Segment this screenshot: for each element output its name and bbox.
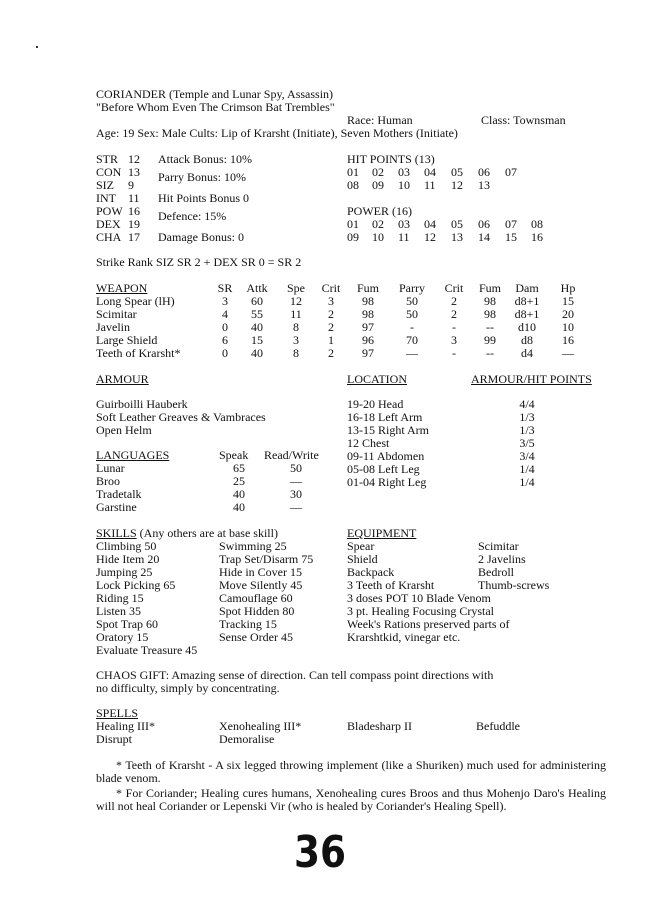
weapon-cell: 97 [362, 346, 374, 360]
power-point-box: 02 [372, 217, 384, 231]
armour-item: Soft Leather Greaves & Vambraces [96, 410, 266, 424]
weapon-cell: d4 [521, 346, 533, 360]
stat-value: 16 [128, 204, 140, 218]
equipment-item: 3 Teeth of Krarsht [347, 578, 435, 592]
attack-bonus: Attack Bonus: 10% [158, 152, 252, 166]
stat-value: 11 [128, 191, 140, 205]
weapon-column-header: SR [217, 281, 233, 295]
weapon-cell: 70 [406, 333, 418, 347]
equipment-item: Spear [347, 539, 375, 553]
weapon-cell: 2 [328, 346, 334, 360]
equipment-item: Scimitar [478, 539, 519, 553]
stat-label: CHA [96, 230, 122, 244]
weapon-cell: 40 [251, 320, 263, 334]
race: Race: Human [347, 113, 413, 127]
weapon-cell: 4 [222, 307, 228, 321]
hit-point-box: 03 [398, 165, 410, 179]
hit-location: 05-08 Left Leg [347, 462, 420, 476]
language-read-write: 50 [290, 461, 302, 475]
skill: Move Silently 45 [219, 578, 303, 592]
power-title: POWER (16) [347, 204, 412, 218]
weapon-column-header: Crit [321, 281, 341, 295]
weapon-column-header: Attk [246, 281, 268, 295]
hit-point-box: 02 [372, 165, 384, 179]
weapon-cell: 98 [362, 294, 374, 308]
armour-item: Open Helm [96, 423, 152, 437]
armour-hit-points-value: 1/3 [519, 410, 535, 424]
weapon-cell: 3 [451, 333, 457, 347]
spell: Xenohealing III* [219, 719, 302, 733]
stat-value: 12 [128, 152, 140, 166]
weapon-cell: d8+1 [514, 294, 540, 308]
languages-title: LANGUAGES [96, 448, 170, 462]
equipment-item: Shield [347, 552, 378, 566]
language-speak: 40 [233, 487, 245, 501]
power-point-box: 16 [531, 230, 543, 244]
power-point-box: 10 [372, 230, 384, 244]
character-motto: "Before Whom Even The Crimson Bat Trembles" [96, 100, 335, 114]
weapon-cell: 3 [328, 294, 334, 308]
stray-mark [36, 46, 38, 48]
equipment-item: Backpack [347, 565, 395, 579]
weapon-column-header: WEAPON [96, 281, 148, 295]
hit-point-box: 11 [424, 178, 436, 192]
weapon-cell: 15 [251, 333, 263, 347]
weapon-cell: 50 [406, 294, 418, 308]
chaos-gift-line: no difficulty, simply by concentrating. [96, 681, 280, 695]
power-point-box: 03 [398, 217, 410, 231]
hit-location: 01-04 Right Leg [347, 475, 427, 489]
weapon-cell: 96 [362, 333, 374, 347]
character-name-line: CORIANDER (Temple and Lunar Spy, Assassin) [96, 87, 334, 101]
class: Class: Townsman [481, 113, 566, 127]
hit-points-title: HIT POINTS (13) [347, 152, 435, 166]
hit-location: 19-20 Head [347, 397, 404, 411]
stat-label: POW [96, 204, 123, 218]
weapon-cell: 12 [290, 294, 302, 308]
stat-label: CON [96, 165, 122, 179]
armour-hit-points-value: 3/5 [519, 436, 535, 450]
equipment-item: 3 doses POT 10 Blade Venom [347, 591, 491, 605]
power-point-box: 15 [505, 230, 517, 244]
language-read-write: 30 [290, 487, 302, 501]
weapon-cell: 2 [451, 307, 457, 321]
weapon-cell: 3 [222, 294, 228, 308]
spells-title: SPELLS [96, 706, 139, 720]
stat-label: STR [96, 152, 119, 166]
hit-point-box: 01 [347, 165, 359, 179]
weapon-cell: 99 [484, 333, 496, 347]
weapon-name: Javelin [96, 320, 130, 334]
weapon-cell: — [562, 346, 574, 360]
hit-location: 12 Chest [347, 436, 390, 450]
weapon-cell: 55 [251, 307, 263, 321]
hit-location: 13-15 Right Arm [347, 423, 430, 437]
weapon-cell: 40 [251, 346, 263, 360]
skill: Sense Order 45 [219, 630, 293, 644]
power-point-box: 14 [478, 230, 490, 244]
weapon-cell: 15 [562, 294, 574, 308]
skill: Jumping 25 [96, 565, 153, 579]
weapon-cell: 2 [328, 307, 334, 321]
skill: Lock Picking 65 [96, 578, 176, 592]
armour-item: Guirboilli Hauberk [96, 397, 188, 411]
skill: Oratory 15 [96, 630, 149, 644]
language-name: Lunar [96, 461, 125, 475]
power-point-box: 05 [451, 217, 463, 231]
page-number: 36 [294, 827, 347, 878]
weapon-cell: 2 [451, 294, 457, 308]
weapon-cell: - [452, 320, 456, 334]
armour-hit-points-value: 4/4 [519, 397, 535, 411]
power-point-box: 13 [451, 230, 463, 244]
skill: Climbing 50 [96, 539, 157, 553]
chaos-gift-line: CHAOS GIFT: Amazing sense of direction. Can tell compass point directions with [96, 668, 494, 682]
weapon-column-header: Fum [478, 281, 502, 295]
weapon-cell: 2 [328, 320, 334, 334]
language-speak: 25 [233, 474, 245, 488]
hit-point-box: 06 [478, 165, 490, 179]
weapon-cell: d10 [518, 320, 536, 334]
weapon-cell: 0 [222, 320, 228, 334]
skill: Trap Set/Disarm 75 [219, 552, 314, 566]
stat-value: 9 [128, 178, 134, 192]
weapon-cell: 8 [293, 346, 299, 360]
hit-point-box: 13 [478, 178, 490, 192]
armour-hit-points-value: 1/4 [519, 462, 535, 476]
stat-value: 17 [128, 230, 140, 244]
skill: Riding 15 [96, 591, 144, 605]
stat-value: 19 [128, 217, 140, 231]
language-name: Broo [96, 474, 120, 488]
stat-value: 13 [128, 165, 140, 179]
language-speak: 65 [233, 461, 245, 475]
weapon-cell: 6 [222, 333, 228, 347]
weapon-cell: 10 [562, 320, 574, 334]
hit-point-box: 07 [505, 165, 517, 179]
equipment-item: Thumb-screws [478, 578, 550, 592]
hit-point-box: 09 [372, 178, 384, 192]
weapon-column-header: Crit [444, 281, 464, 295]
power-point-box: 08 [531, 217, 543, 231]
read-write-header: Read/Write [264, 448, 319, 462]
weapon-name: Teeth of Krarsht* [96, 346, 181, 360]
weapon-cell: -- [486, 320, 494, 334]
weapon-cell: - [452, 346, 456, 360]
equipment-item: Week's Rations preserved parts of [347, 617, 510, 631]
character-info: Age: 19 Sex: Male Cults: Lip of Krarsht (Initiate), Seven Mothers (Initiate) [96, 126, 458, 140]
weapon-cell: 11 [290, 307, 302, 321]
hit-point-box: 10 [398, 178, 410, 192]
skill: Camouflage 60 [219, 591, 293, 605]
spell: Befuddle [476, 719, 520, 733]
weapon-cell: d8 [521, 333, 533, 347]
strike-rank: Strike Rank SIZ SR 2 + DEX SR 0 = SR 2 [96, 255, 302, 269]
power-point-box: 04 [424, 217, 436, 231]
power-point-box: 01 [347, 217, 359, 231]
weapon-cell: 0 [222, 346, 228, 360]
hit-point-box: 04 [424, 165, 436, 179]
weapon-cell: 1 [328, 333, 334, 347]
spell: Disrupt [96, 732, 132, 746]
weapon-cell: 98 [362, 307, 374, 321]
weapon-column-header: Fum [356, 281, 380, 295]
language-speak: 40 [233, 500, 245, 514]
weapon-name: Scimitar [96, 307, 137, 321]
hit-location: 09-11 Abdomen [347, 449, 425, 463]
spell: Healing III* [96, 719, 155, 733]
weapon-column-header: Parry [399, 281, 425, 295]
skill: Swimming 25 [219, 539, 287, 553]
weapon-column-header: Dam [515, 281, 539, 295]
skill: Spot Hidden 80 [219, 604, 295, 618]
speak-header: Speak [219, 448, 249, 462]
weapon-cell: — [406, 346, 418, 360]
hit-point-box: 05 [451, 165, 463, 179]
armour-hit-points-value: 3/4 [519, 449, 535, 463]
footnote-healing: * For Coriander; Healing cures humans, Xenohealing cures Broos and thus Mohenjo Daro's Healing will not heal Coriander or Lepenski Vir (who is healed by Coriander's Healing Spell). [96, 786, 606, 813]
skill: Spot Trap 60 [96, 617, 159, 631]
weapon-cell: 3 [293, 333, 299, 347]
equipment-item: 2 Javelins [478, 552, 526, 566]
armour-hit-points-value: 1/3 [519, 423, 535, 437]
parry-bonus: Parry Bonus: 10% [158, 170, 246, 184]
armour-hit-points-title: ARMOUR/HIT POINTS [471, 372, 592, 386]
power-point-box: 11 [398, 230, 410, 244]
weapon-cell: 98 [484, 307, 496, 321]
armour-title: ARMOUR [96, 372, 149, 386]
power-point-box: 09 [347, 230, 359, 244]
defence-bonus: Defence: 15% [158, 209, 227, 223]
skill: Tracking 15 [219, 617, 277, 631]
weapon-cell: d8+1 [514, 307, 540, 321]
skill: Hide Item 20 [96, 552, 160, 566]
weapon-column-header: Hp [560, 281, 576, 295]
spell: Bladesharp II [347, 719, 412, 733]
hit-points-bonus: Hit Points Bonus 0 [158, 191, 250, 205]
power-point-box: 06 [478, 217, 490, 231]
damage-bonus: Damage Bonus: 0 [158, 230, 244, 244]
language-name: Tradetalk [96, 487, 142, 501]
stat-label: DEX [96, 217, 121, 231]
equipment-item: Bedroll [478, 565, 514, 579]
power-point-box: 12 [424, 230, 436, 244]
footnote-teeth: * Teeth of Krarsht - A six legged throwing implement (like a Shuriken) much used for administering blade venom. [96, 758, 606, 785]
weapon-cell: 60 [251, 294, 263, 308]
equipment-item: Krarshtkid, vinegar etc. [347, 630, 461, 644]
skill: Evaluate Treasure 45 [96, 643, 198, 657]
language-read-write: — [290, 474, 302, 488]
hit-location: 16-18 Left Arm [347, 410, 423, 424]
stat-label: INT [96, 191, 116, 205]
hit-point-box: 08 [347, 178, 359, 192]
equipment-item: 3 pt. Healing Focusing Crystal [347, 604, 494, 618]
skills-note: (Any others are at base skill) [139, 526, 278, 540]
weapon-cell: 16 [562, 333, 574, 347]
armour-hit-points-value: 1/4 [519, 475, 535, 489]
weapon-cell: -- [486, 346, 494, 360]
language-read-write: — [290, 500, 302, 514]
hit-point-box: 12 [451, 178, 463, 192]
weapon-cell: 8 [293, 320, 299, 334]
equipment-title: EQUIPMENT [347, 526, 417, 540]
weapon-cell: 97 [362, 320, 374, 334]
skill: Listen 35 [96, 604, 141, 618]
weapon-cell: 50 [406, 307, 418, 321]
weapon-column-header: Spe [287, 281, 305, 295]
language-name: Garstine [96, 500, 137, 514]
weapon-name: Large Shield [96, 333, 158, 347]
power-point-box: 07 [505, 217, 517, 231]
weapon-cell: 98 [484, 294, 496, 308]
weapon-name: Long Spear (lH) [96, 294, 175, 308]
location-title: LOCATION [347, 372, 407, 386]
spell: Demoralise [219, 732, 275, 746]
stat-label: SIZ [96, 178, 114, 192]
weapon-cell: - [410, 320, 414, 334]
skills-title: SKILLS [96, 526, 137, 540]
weapon-cell: 20 [562, 307, 574, 321]
skill: Hide in Cover 15 [219, 565, 302, 579]
